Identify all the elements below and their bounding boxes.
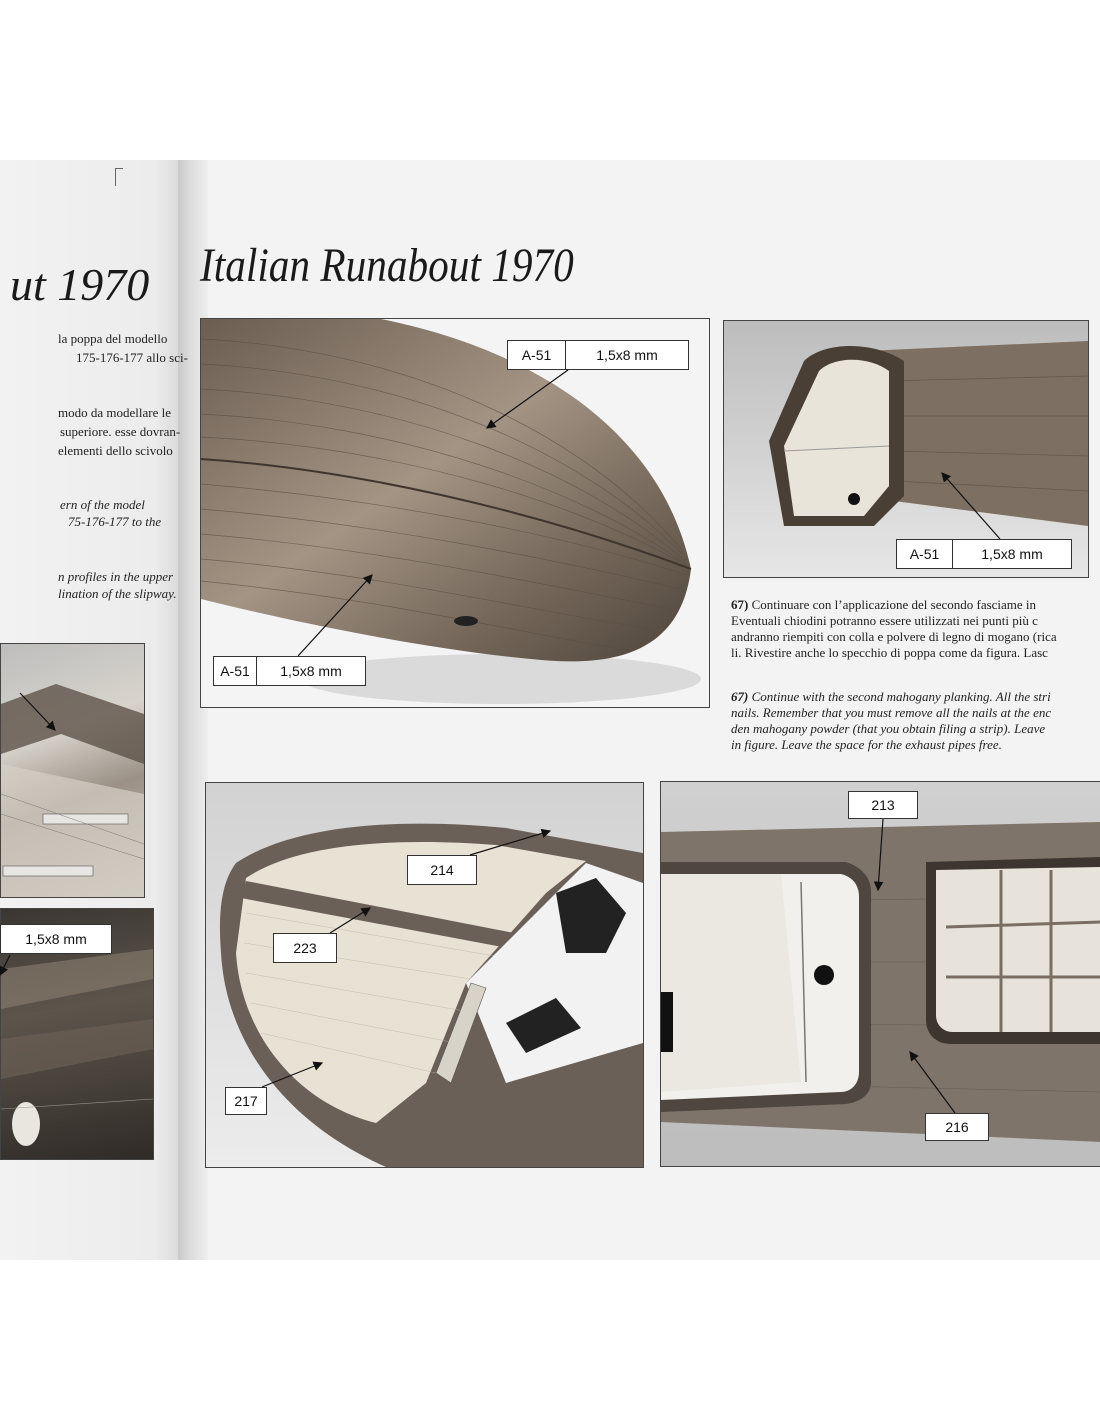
label-223: 223	[273, 933, 337, 963]
step67-en-line-4: in figure. Leave the space for the exhaust pipes free.	[731, 737, 1002, 752]
step67-it-line-4: li. Rivestire anche lo specchio di poppa come da figura. Lasc	[731, 645, 1048, 660]
left-en-line-2: 75-176-177 to the	[68, 514, 162, 529]
label-217: 217	[225, 1087, 267, 1115]
label-A51-transom-size: 1,5x8 mm	[981, 546, 1043, 562]
step67-en-line-2: nails. Remember that you must remove all the nails at the enc	[731, 705, 1052, 720]
label-216: 216	[925, 1113, 989, 1141]
left-it-line-4: superiore. esse dovran-	[60, 424, 181, 439]
step67-it-line-3: andranno riempiti con colla e polvere di legno di mogano (rica	[731, 629, 1057, 644]
photo-cockpit	[660, 781, 1100, 1167]
left-size-label	[0, 924, 112, 954]
step67-en-line-1	[731, 689, 1051, 705]
photo-hull-bow	[200, 318, 710, 708]
left-en-line-1: ern of the model	[60, 497, 145, 512]
left-it-line-1: la poppa del modello	[58, 331, 168, 346]
left-en-line-3: n profiles in the upper	[58, 569, 174, 584]
label-213: 213	[848, 791, 918, 819]
page-title: Italian Runabout 1970	[200, 239, 574, 292]
left-size-label-value: 1,5x8 mm	[25, 931, 87, 947]
label-A51-bottom	[213, 656, 366, 686]
label-A51-transom-part: A-51	[897, 540, 953, 568]
step67-en-number: 67)	[731, 689, 749, 704]
step67-it-line-2: Eventuali chiodini potranno essere utilizzati nei punti più c	[731, 613, 1038, 628]
step67-it-number: 67)	[731, 597, 749, 612]
label-A51-bottom-size: 1,5x8 mm	[280, 663, 342, 679]
left-it-line-3: modo da modellare le	[58, 405, 171, 420]
left-photo-top	[0, 643, 145, 898]
label-A51-top-part: A-51	[508, 341, 566, 369]
label-A51-top-size: 1,5x8 mm	[596, 347, 658, 363]
label-A51-bottom-part: A-51	[214, 657, 257, 685]
left-it-line-2: 175-176-177 allo sci-	[76, 350, 188, 365]
label-A51-top	[507, 340, 689, 370]
step67-en-line-3: den mahogany powder (that you obtain filing a strip). Leave	[731, 721, 1046, 736]
left-it-line-5: elementi dello scivolo	[58, 443, 173, 458]
crop-mark-h	[115, 168, 123, 169]
step67-it-line-1	[731, 597, 1036, 613]
step67-en-text-1: Continue with the second mahogany planking. All the stri	[751, 689, 1051, 704]
left-page-title: ut 1970	[10, 259, 150, 310]
left-en-line-4: lination of the slipway.	[58, 586, 177, 601]
crop-mark	[115, 168, 116, 186]
label-A51-transom	[896, 539, 1072, 569]
label-214: 214	[407, 855, 477, 885]
photo-deck-bow	[205, 782, 644, 1168]
step67-it-text-1: Continuare con l’applicazione del secondo fasciame in	[751, 597, 1037, 612]
